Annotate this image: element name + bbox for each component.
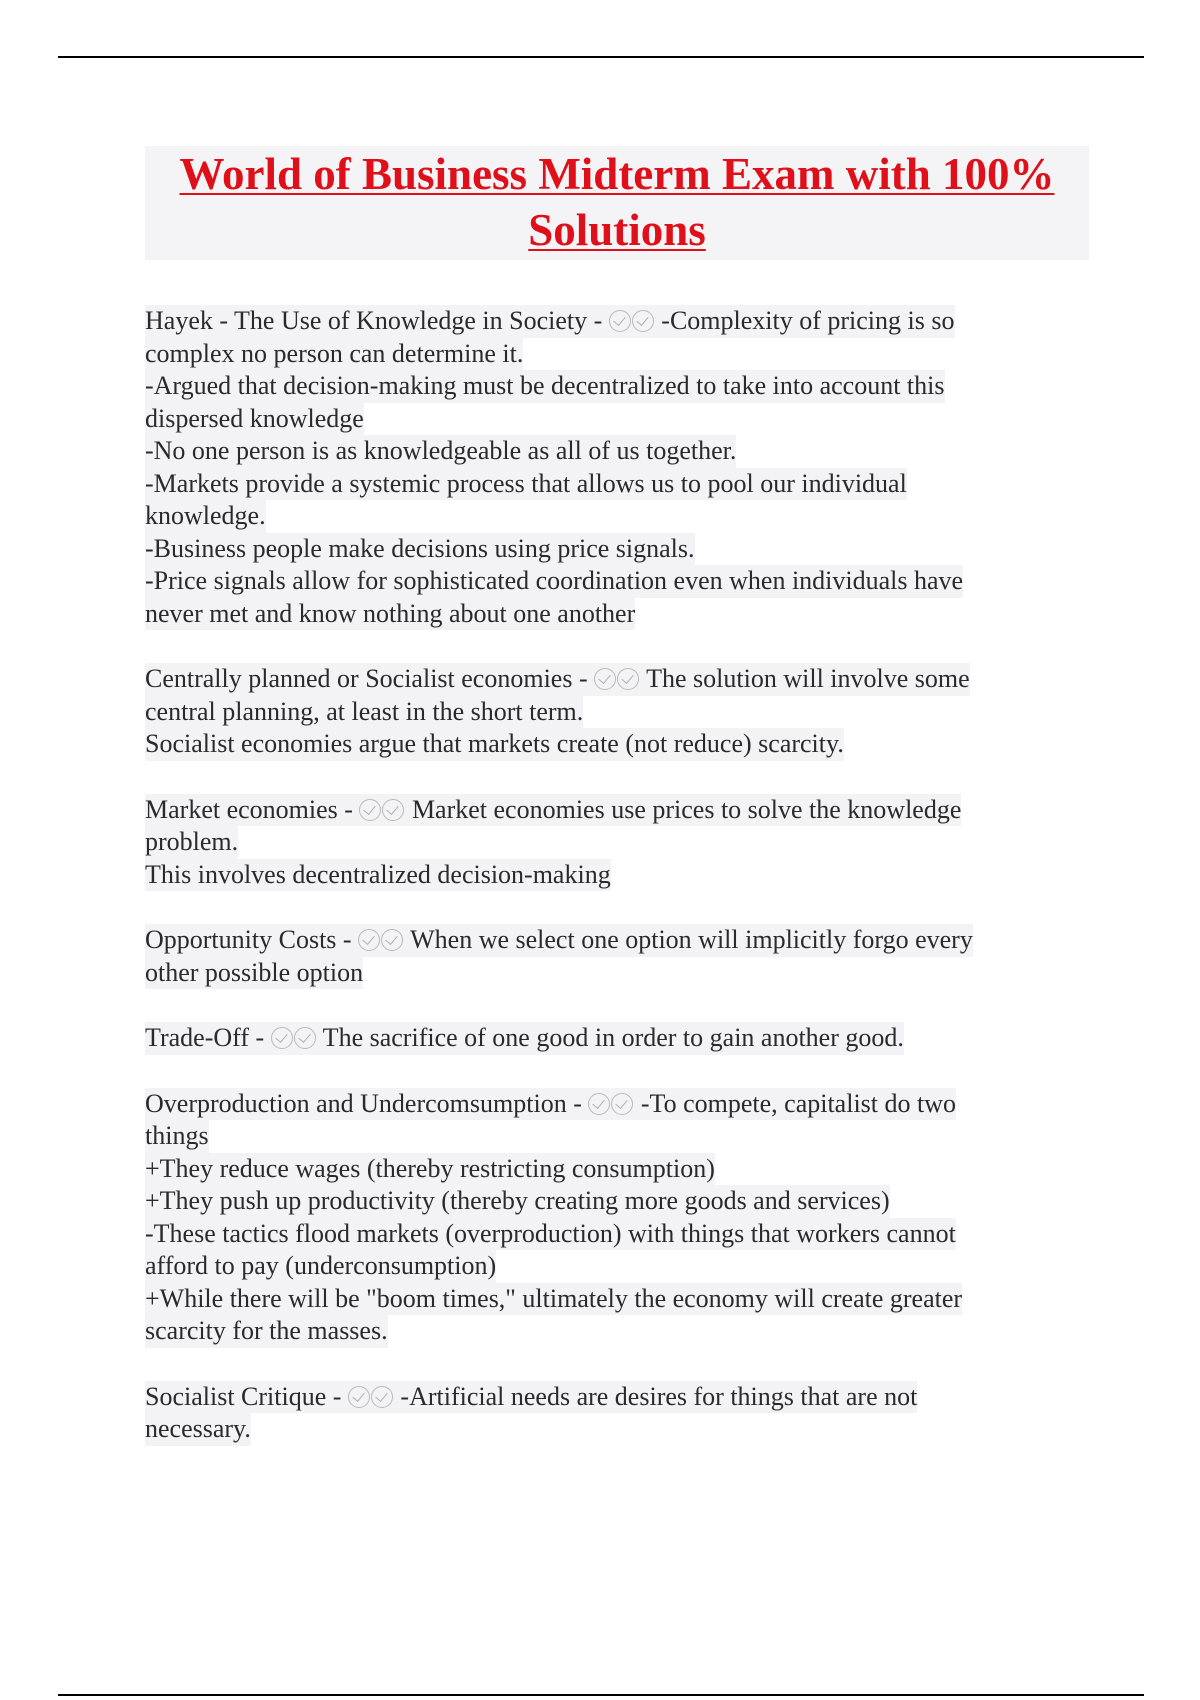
title-line-2: Solutions: [528, 205, 706, 255]
entry-answer-start: The sacrifice of one good in order to gain another good.: [316, 1023, 904, 1052]
check-icon: [632, 310, 654, 332]
check-icon: [358, 929, 380, 951]
entry-answer-start: Market economies use prices to solve the knowledge: [405, 794, 962, 824]
entry-term: Socialist Critique -: [145, 1381, 348, 1411]
entry-answer-line: things: [145, 1120, 209, 1153]
qa-entry: [145, 663, 1065, 761]
check-icon: [594, 668, 616, 690]
check-icon: [382, 799, 404, 821]
check-icon: [588, 1093, 610, 1115]
entry-answer-line: -No one person is as knowledgeable as all of us together.: [145, 435, 736, 468]
flashcard-list: [145, 305, 1065, 1479]
check-icon: [609, 310, 631, 332]
qa-entry: [145, 1088, 1065, 1348]
entry-term: Opportunity Costs -: [145, 925, 359, 954]
entry-answer-line: complex no person can determine it.: [145, 338, 523, 371]
entry-answer-line: -Markets provide a systemic process that allows us to pool our individual: [145, 468, 907, 501]
check-icon: [617, 668, 639, 690]
qa-entry: [145, 305, 1065, 630]
entry-answer-line: other possible option: [145, 957, 363, 990]
entry-answer-line: -Price signals allow for sophisticated coordination even when individuals have: [145, 565, 963, 598]
entry-answer-start: -To compete, capitalist do two: [634, 1088, 957, 1118]
entry-answer-line: +They reduce wages (thereby restricting consumption): [145, 1153, 715, 1186]
qa-entry: [145, 924, 1065, 989]
check-icon: [348, 1386, 370, 1408]
entry-answer-line: +They push up productivity (thereby creating more goods and services): [145, 1185, 890, 1218]
entry-answer-line: problem.: [145, 826, 238, 859]
entry-answer-line: knowledge.: [145, 500, 266, 533]
entry-answer-line: central planning, at least in the short term.: [145, 696, 583, 729]
entry-answer-line: This involves decentralized decision-making: [145, 859, 611, 892]
check-icon: [371, 1386, 393, 1408]
entry-term: Hayek - The Use of Knowledge in Society -: [145, 306, 609, 335]
entry-first-line: [145, 1381, 917, 1414]
check-icon: [359, 799, 381, 821]
qa-entry: [145, 794, 1065, 892]
entry-answer-start: -Artificial needs are desires for things that are not: [393, 1381, 918, 1411]
check-icon: [611, 1093, 633, 1115]
bottom-rule: [58, 1694, 1144, 1696]
top-rule: [58, 56, 1144, 58]
entry-answer-line: afford to pay (underconsumption): [145, 1250, 496, 1283]
entry-answer-line: +While there will be "boom times," ultimately the economy will create greater: [145, 1283, 962, 1316]
entry-first-line: [145, 924, 973, 957]
entry-answer-line: dispersed knowledge: [145, 403, 364, 436]
qa-entry: [145, 1381, 1065, 1446]
entry-term: Market economies -: [145, 794, 360, 824]
entry-answer-line: -Business people make decisions using price signals.: [145, 533, 695, 566]
page-title: [145, 146, 1089, 260]
check-icon: [381, 929, 403, 951]
entry-term: Centrally planned or Socialist economies -: [145, 664, 595, 693]
entry-term: Overproduction and Undercomsumption -: [145, 1088, 589, 1118]
entry-term: Trade-Off -: [145, 1023, 271, 1052]
entry-answer-line: never met and know nothing about one another: [145, 598, 635, 631]
entry-answer-line: -These tactics flood markets (overproduction) with things that workers cannot: [145, 1218, 956, 1251]
entry-first-line: [145, 794, 961, 827]
title-line-1: World of Business Midterm Exam with 100%: [179, 149, 1055, 199]
entry-answer-line: scarcity for the masses.: [145, 1315, 388, 1348]
entry-answer-start: The solution will involve some: [640, 664, 970, 693]
entry-answer-start: When we select one option will implicitly forgo every: [404, 925, 973, 954]
entry-answer-line: -Argued that decision-making must be decentralized to take into account this: [145, 370, 945, 403]
entry-first-line: [145, 305, 955, 338]
check-icon: [294, 1027, 316, 1049]
entry-first-line: [145, 663, 970, 696]
check-icon: [271, 1027, 293, 1049]
entry-first-line: [145, 1088, 956, 1121]
entry-first-line: [145, 1022, 904, 1055]
entry-answer-line: Socialist economies argue that markets create (not reduce) scarcity.: [145, 728, 844, 761]
entry-answer-line: necessary.: [145, 1413, 251, 1446]
qa-entry: [145, 1022, 1065, 1055]
entry-answer-start: -Complexity of pricing is so: [654, 306, 955, 335]
